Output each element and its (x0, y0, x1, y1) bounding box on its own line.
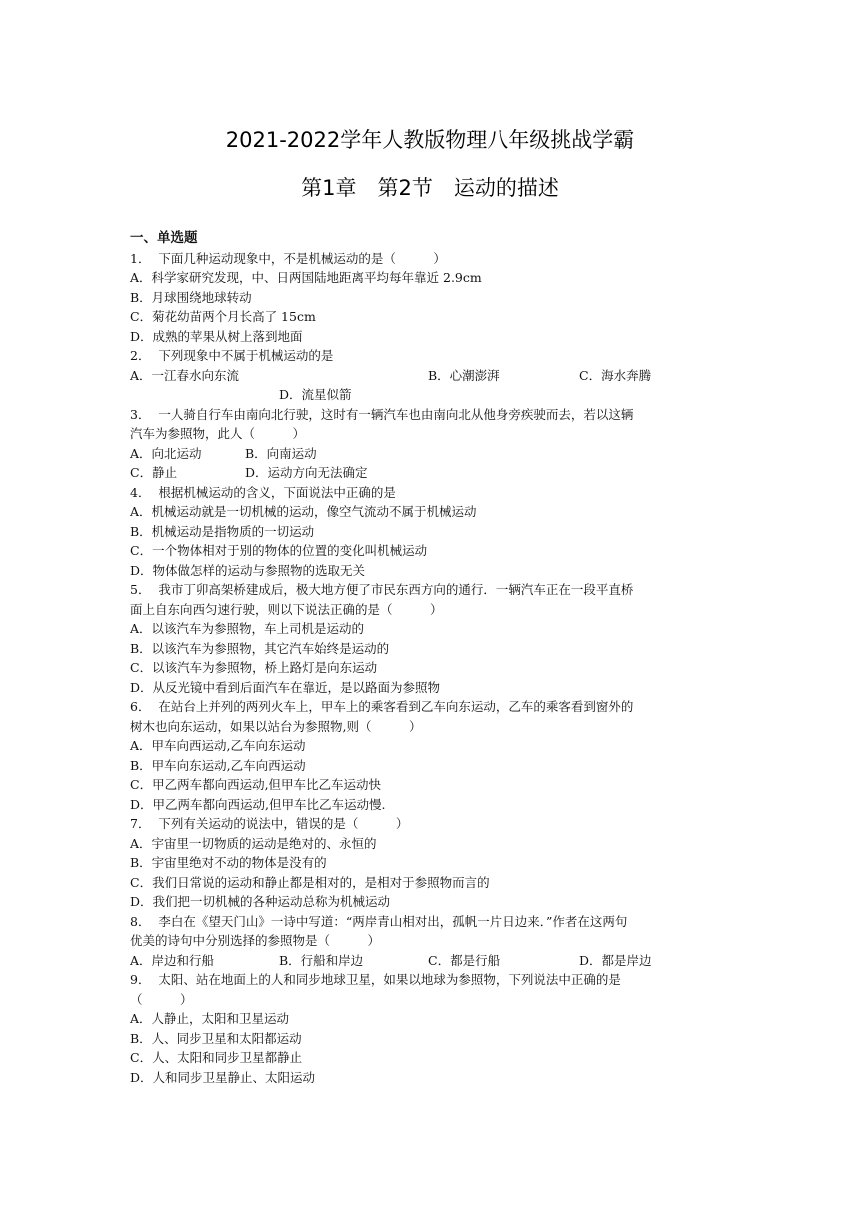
q9-option-b: B．人、同步卫星和太阳都运动 (130, 1030, 302, 1046)
q9-stem: 9． 太阳、站在地面上的人和同步地球卫星，如果以地球为参照物，下列说法中正确的是 (130, 972, 621, 987)
q2-option-a: A．一江春水向东流 (130, 367, 240, 383)
q8-option-b: B．行船和岸边 (279, 952, 364, 968)
q1-option-b: B．月球围绕地球转动 (130, 289, 252, 305)
chapter-subtitle: 第1章 第2节 运动的描述 (301, 176, 559, 200)
q7-option-d: D．我们把一切机械的各种运动总称为机械运动 (130, 894, 391, 909)
q8-options-row (130, 951, 734, 971)
q7-option-b: B．宇宙里绝对不动的物体是没有的 (130, 855, 327, 870)
q3-option-b: B．向南运动 (245, 445, 317, 461)
q6-option-a: A．甲车向西运动,乙车向东运动 (130, 738, 306, 753)
q8-option-a: A．岸边和行船 (130, 952, 215, 968)
q2-option-d: D．流星似箭 (279, 387, 352, 402)
q5-option-d: D．从反光镜中看到后面汽车在靠近，是以路面为参照物 (130, 679, 441, 695)
q1-option-c: C．菊花幼苗两个月长高了 15cm (130, 309, 316, 324)
q7-stem: 7． 下列有关运动的说法中，错误的是（ ） (130, 816, 409, 831)
q3-option-a: A．向北运动 (130, 445, 202, 461)
q5-stem: 5． 我市丁卯高架桥建成后，极大地方便了市民东西方向的通行．一辆汽车正在一段平直桥 (130, 582, 634, 597)
q9-stem-cont: （ ） (130, 991, 193, 1007)
section-heading: 一、单选题 (130, 230, 198, 246)
q2-option-c: C．海水奔腾 (579, 367, 652, 383)
q8-stem-cont: 优美的诗句中分别选择的参照物是（ ） (130, 933, 381, 948)
q6-option-b: B．甲车向东运动,乙车向西运动 (130, 757, 306, 773)
q4-option-a: A．机械运动就是一切机械的运动，像空气流动不属于机械运动 (130, 504, 477, 519)
q3-stem-cont: 汽车为参照物，此人（ ） (130, 426, 306, 441)
q3-options-row-2 (130, 463, 734, 483)
q2-option-b: B．心潮澎湃 (428, 367, 500, 383)
q6-option-d: D．甲乙两车都向西运动,但甲车比乙车运动慢. (130, 796, 386, 812)
q3-option-c: C．静止 (130, 465, 178, 480)
q5-stem-cont: 面上自东向西匀速行驶，则以下说法正确的是（ ） (130, 601, 443, 617)
q8-option-d: D．都是岸边 (579, 952, 652, 968)
q6-stem-cont: 树木也向东运动，如果以站台为参照物,则（ ） (130, 718, 422, 734)
q1-option-a: A．科学家研究发现，中、日两国陆地距离平均每年靠近 2.9cm (130, 270, 482, 285)
q2-options-row (130, 366, 734, 386)
q8-option-c: C．都是行船 (428, 952, 501, 968)
q5-option-c: C．以该汽车为参照物，桥上路灯是向东运动 (130, 660, 378, 675)
q4-option-d: D．物体做怎样的运动与参照物的选取无关 (130, 562, 366, 578)
q6-option-c: C．甲乙两车都向西运动,但甲车比乙车运动快 (130, 777, 382, 792)
q4-option-b: B．机械运动是指物质的一切运动 (130, 523, 315, 539)
q9-option-d: D．人和同步卫星静止、太阳运动 (130, 1069, 316, 1085)
q9-option-a: A．人静止，太阳和卫星运动 (130, 1011, 290, 1026)
q5-option-a: A．以该汽车为参照物，车上司机是运动的 (130, 621, 365, 636)
q3-option-d: D．运动方向无法确定 (245, 465, 368, 480)
q9-option-c: C．人、太阳和同步卫星都静止 (130, 1050, 303, 1065)
q4-stem: 4． 根据机械运动的含义，下面说法中正确的是 (130, 484, 396, 500)
q5-option-b: B．以该汽车为参照物，其它汽车始终是运动的 (130, 640, 390, 656)
q3-stem: 3． 一人骑自行车由南向北行驶，这时有一辆汽车也由南向北从他身旁疾驶而去，若以这辆 (130, 406, 634, 422)
q2-options-row-2 (130, 385, 734, 405)
question-list (130, 229, 734, 1087)
q1-option-d: D．成熟的苹果从树上落到地面 (130, 328, 303, 344)
q7-option-c: C．我们日常说的运动和静止都是相对的，是相对于参照物而言的 (130, 874, 490, 890)
q7-option-a: A．宇宙里一切物质的运动是绝对的、永恒的 (130, 835, 377, 851)
q8-stem: 8． 李白在《望天门山》一诗中写道：“两岸青山相对出，孤帆一片日边来．”作者在这两句 (130, 913, 628, 929)
q2-stem: 2． 下列现象中不属于机械运动的是 (130, 348, 334, 363)
q6-stem: 6． 在站台上并列的两列火车上，甲车上的乘客看到乙车向东运动，乙车的乘客看到窗外的 (130, 699, 634, 714)
q1-stem: 1． 下面几种运动现象中，不是机械运动的是（ ） (130, 250, 446, 266)
document-title: 2021-2022学年人教版物理八年级挑战学霸 (225, 128, 635, 152)
q4-option-c: C．一个物体相对于别的物体的位置的变化叫机械运动 (130, 543, 428, 558)
q3-options-row (130, 444, 734, 464)
